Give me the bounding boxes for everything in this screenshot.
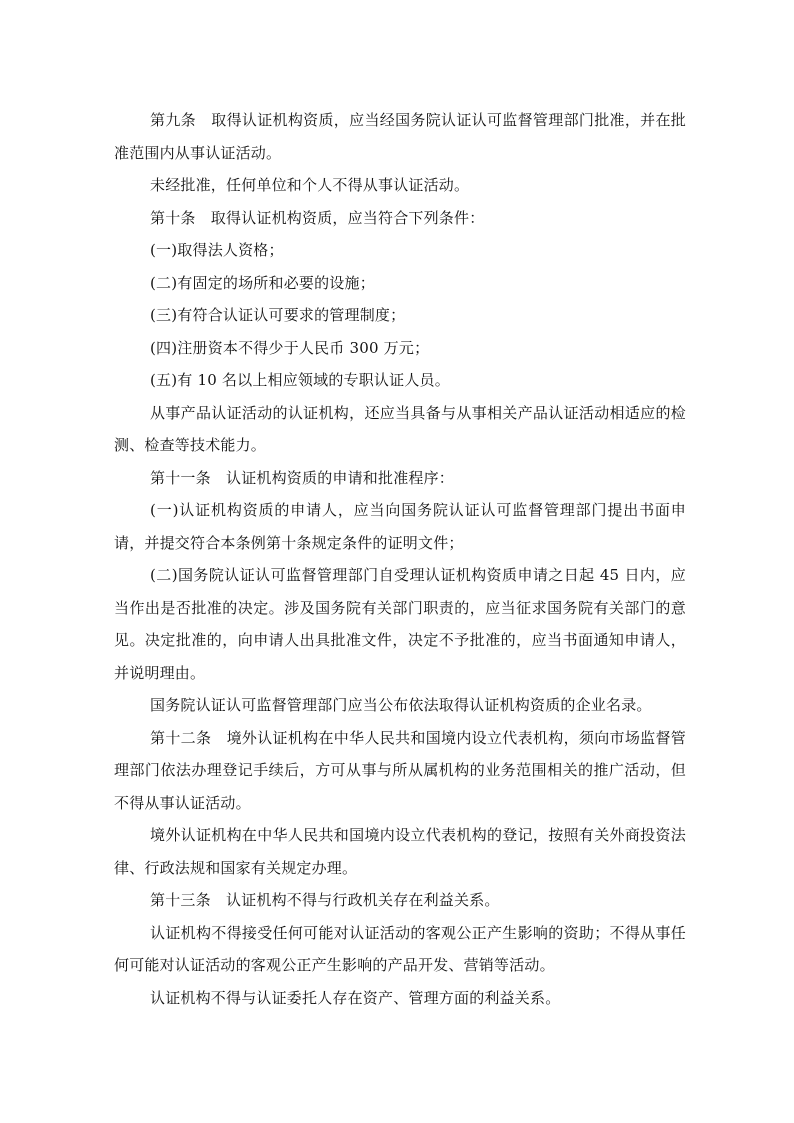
list-item-procedure-2: (二)国务院认证认可监督管理部门自受理认证机构资质申请之日起 45 日内，应当作出是否批准的决定。涉及国务院有关部门职责的，应当征求国务院有关部门的意见。决定批准的，向申请人出具批准文件，决定不予批准的，应当书面通知申请人，并说明理由。 <box>114 566 686 682</box>
paragraph-no-interest-with-client: 认证机构不得与认证委托人存在资产、管理方面的利益关系。 <box>150 988 561 1007</box>
paragraph-article-10: 第十条 取得认证机构资质，应当符合下列条件： <box>150 208 485 227</box>
list-item-condition-3: (三)有符合认证认可要求的管理制度； <box>150 306 406 324</box>
paragraph-article-9: 第九条 取得认证机构资质，应当经国务院认证认可监督管理部门批准，并在批准范围内从事认证活动。 <box>114 111 686 162</box>
paragraph-publish-list: 国务院认证认可监督管理部门应当公布依法取得认证机构资质的企业名录。 <box>150 696 652 714</box>
list-item-condition-2: (二)有固定的场所和必要的设施； <box>150 273 375 292</box>
paragraph-article-11: 第十一条 认证机构资质的申请和批准程序： <box>150 468 455 487</box>
paragraph-representative-registration: 境外认证机构在中华人民共和国境内设立代表机构的登记，按照有关外商投资法律、行政法规和国家有关规定办理。 <box>114 826 686 877</box>
paragraph-product-certification: 从事产品认证活动的认证机构，还应当具备与从事相关产品认证活动相适应的检测、检查等技术能力。 <box>114 403 686 454</box>
list-item-condition-5: (五)有 10 名以上相应领域的专职认证人员。 <box>150 371 450 389</box>
paragraph-article-13: 第十三条 认证机构不得与行政机关存在利益关系。 <box>150 891 500 909</box>
list-item-procedure-1: (一)认证机构资质的申请人，应当向国务院认证认可监督管理部门提出书面申请，并提交符合本条例第十条规定条件的证明文件； <box>114 501 686 552</box>
list-item-condition-4: (四)注册资本不得少于人民币 300 万元； <box>150 338 430 357</box>
document-body <box>114 104 686 1014</box>
list-item-condition-1: (一)取得法人资格； <box>150 241 284 259</box>
paragraph-article-12: 第十二条 境外认证机构在中华人民共和国境内设立代表机构，须向市场监督管理部门依法办理登记手续后，方可从事与所从属机构的业务范围相关的推广活动，但不得从事认证活动。 <box>114 728 686 812</box>
paragraph-unapproved: 未经批准，任何单位和个人不得从事认证活动。 <box>150 176 470 194</box>
paragraph-no-funding: 认证机构不得接受任何可能对认证活动的客观公正产生影响的资助；不得从事任何可能对认证活动的客观公正产生影响的产品开发、营销等活动。 <box>114 923 686 974</box>
